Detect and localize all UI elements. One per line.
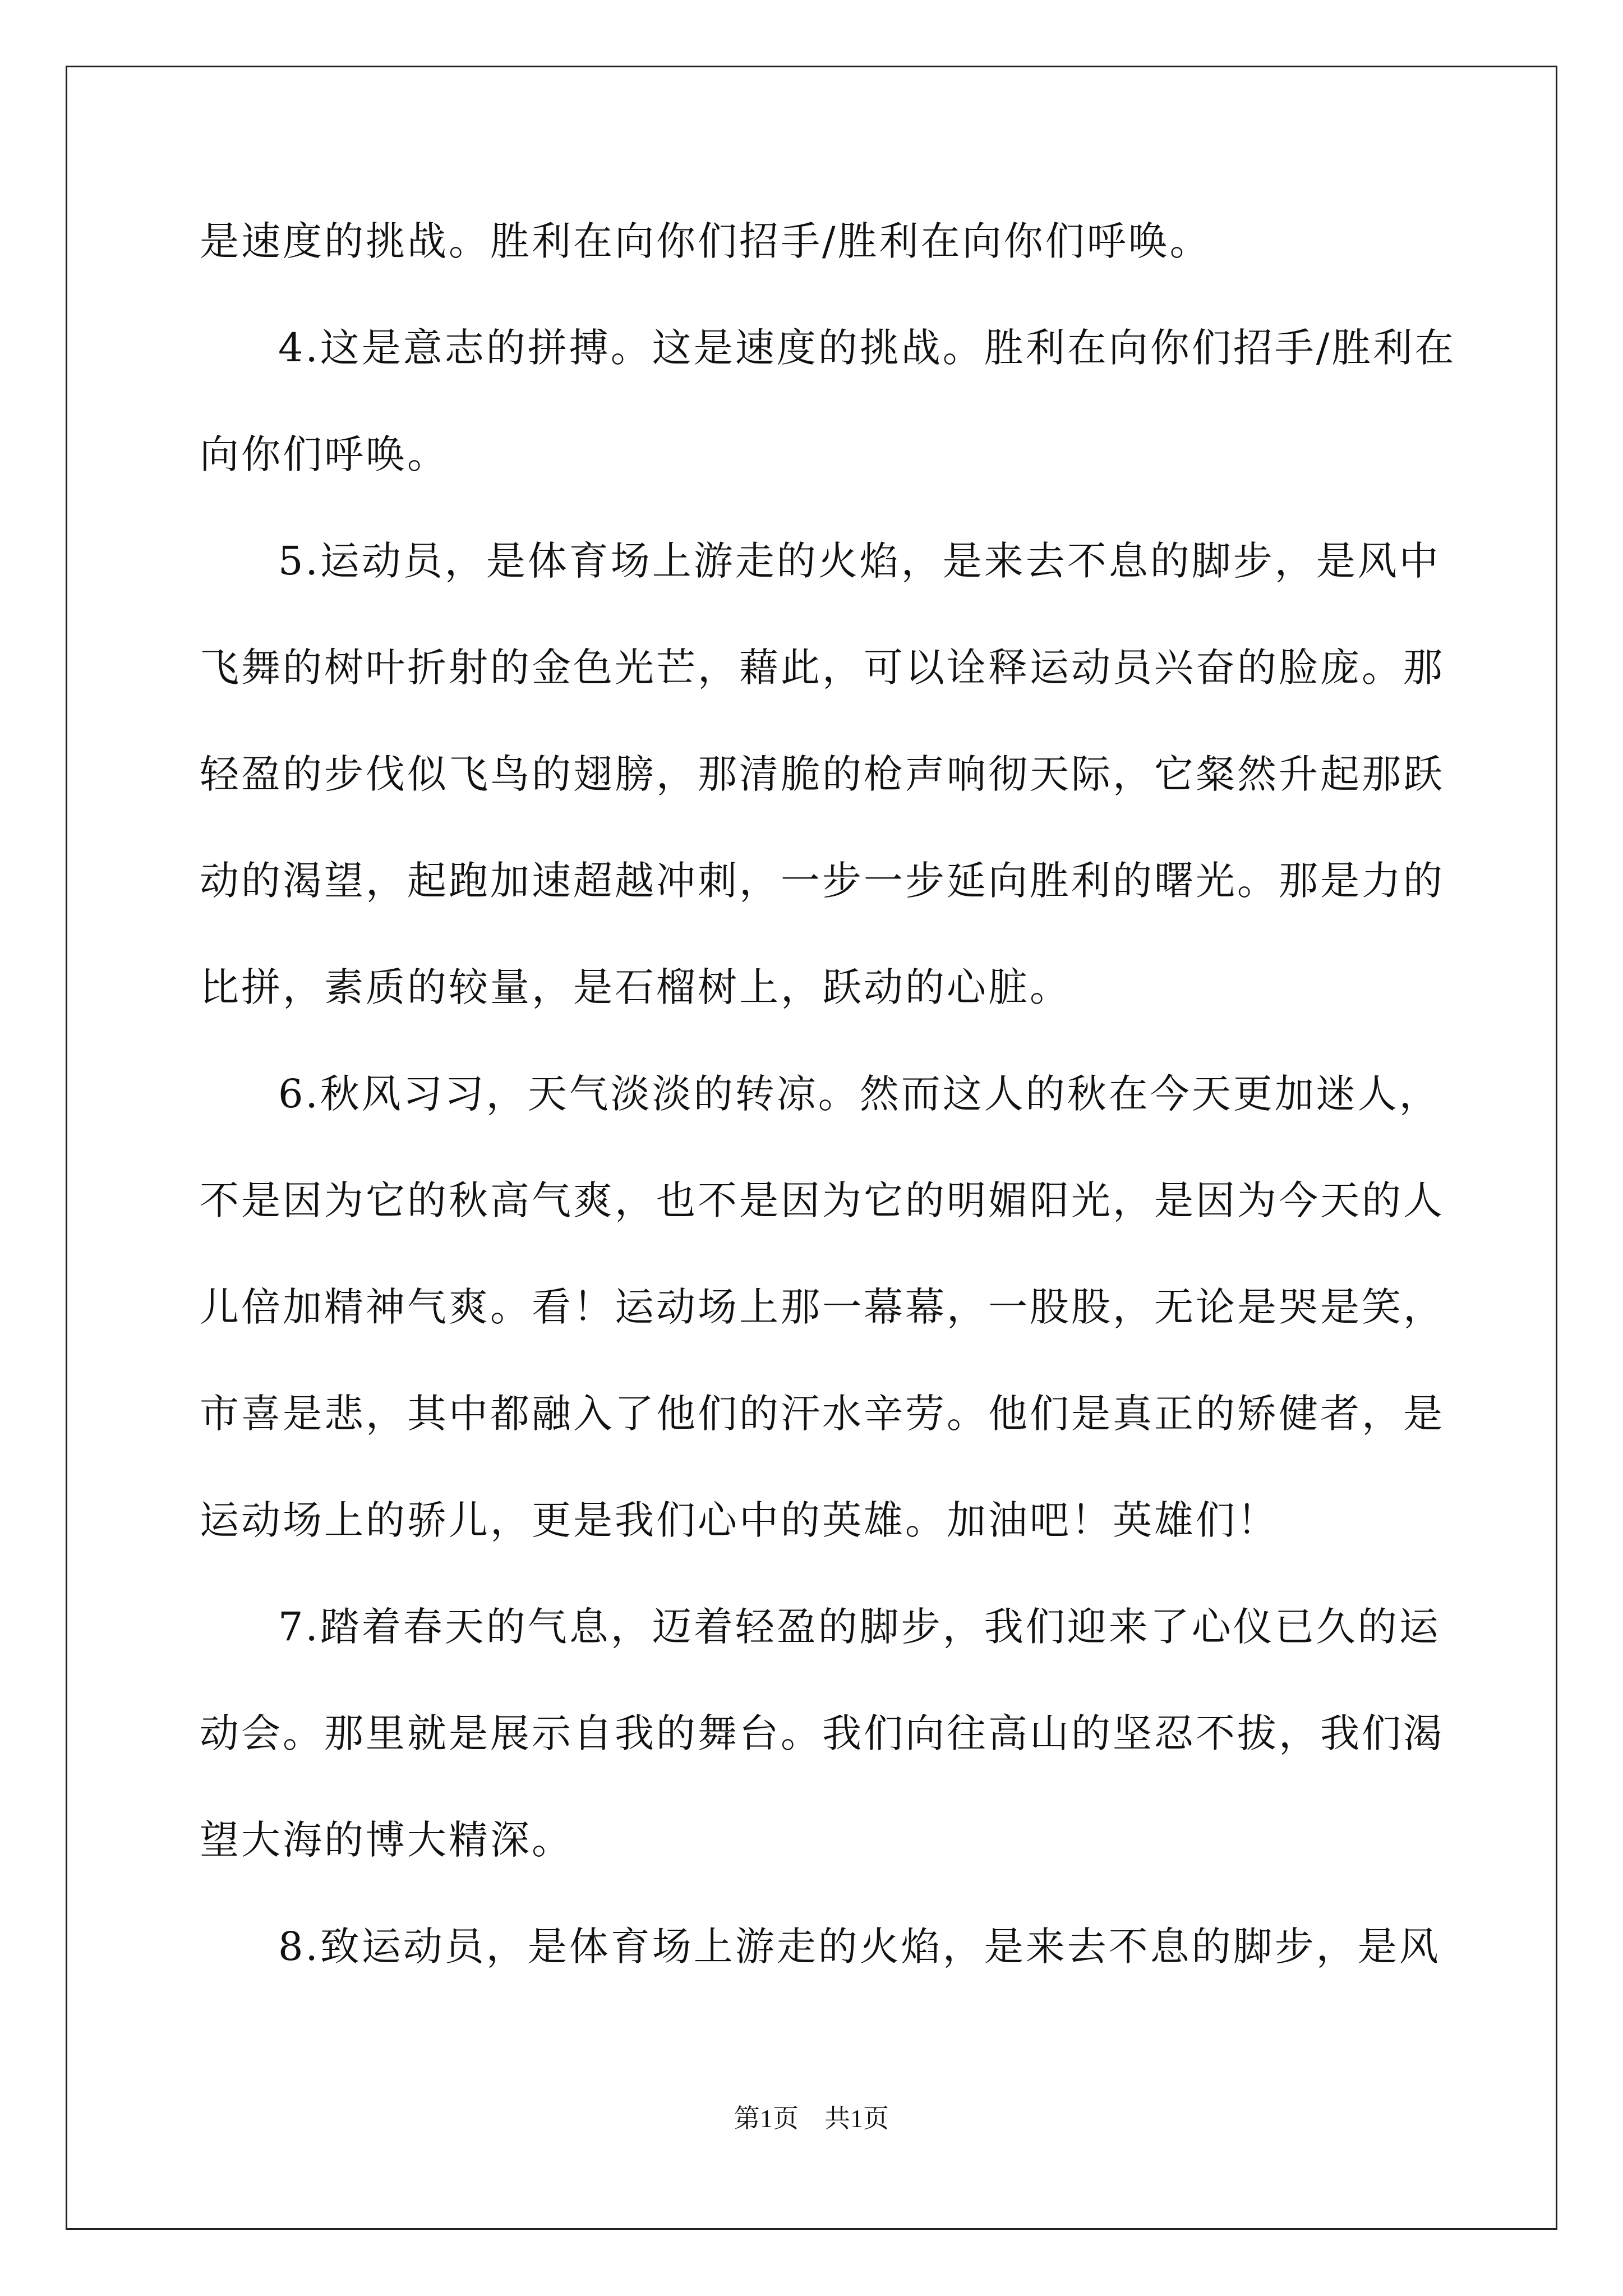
text-line: 是速度的挑战。胜利在向你们招手/胜利在向你们呼唤。 <box>200 218 1211 264</box>
text-line: 8.致运动员，是体育场上游走的火焰，是来去不息的脚步，是风 <box>278 1924 1441 1970</box>
text-line: 6.秋风习习，天气淡淡的转凉。然而这人的秋在今天更加迷人， <box>278 1071 1441 1117</box>
text-line: 5.运动员，是体育场上游走的火焰，是来去不息的脚步，是风中 <box>278 538 1441 584</box>
text-line: 飞舞的树叶折射的金色光芒，藉此，可以诠释运动员兴奋的脸庞。那 <box>200 645 1445 691</box>
page-number-footer: 第1页 共1页 <box>734 2104 889 2133</box>
text-line: 儿倍加精神气爽。看！运动场上那一幕幕，一股股，无论是哭是笑， <box>200 1284 1445 1330</box>
text-line: 运动场上的骄儿，更是我们心中的英雄。加油吧！英雄们！ <box>200 1497 1279 1543</box>
text-line: 动的渴望，起跑加速超越冲刺，一步一步延向胜利的曙光。那是力的 <box>200 858 1445 904</box>
text-line: 市喜是悲，其中都融入了他们的汗水辛劳。他们是真正的矫健者，是 <box>200 1391 1445 1437</box>
text-line: 望大海的博大精深。 <box>200 1817 573 1863</box>
page-border <box>66 66 1557 2230</box>
text-line: 向你们呼唤。 <box>200 431 449 477</box>
text-line: 比拼，素质的较量，是石榴树上，跃动的心脏。 <box>200 964 1071 1010</box>
text-line: 动会。那里就是展示自我的舞台。我们向往高山的坚忍不拔，我们渴 <box>200 1710 1445 1756</box>
text-line: 4.这是意志的拼搏。这是速度的挑战。胜利在向你们招手/胜利在 <box>278 325 1456 371</box>
text-line: 轻盈的步伐似飞鸟的翅膀，那清脆的枪声响彻天际，它粲然升起那跃 <box>200 751 1445 797</box>
text-line: 7.踏着春天的气息，迈着轻盈的脚步，我们迎来了心仪已久的运 <box>278 1604 1441 1650</box>
text-line: 不是因为它的秋高气爽，也不是因为它的明媚阳光，是因为今天的人 <box>200 1177 1445 1223</box>
